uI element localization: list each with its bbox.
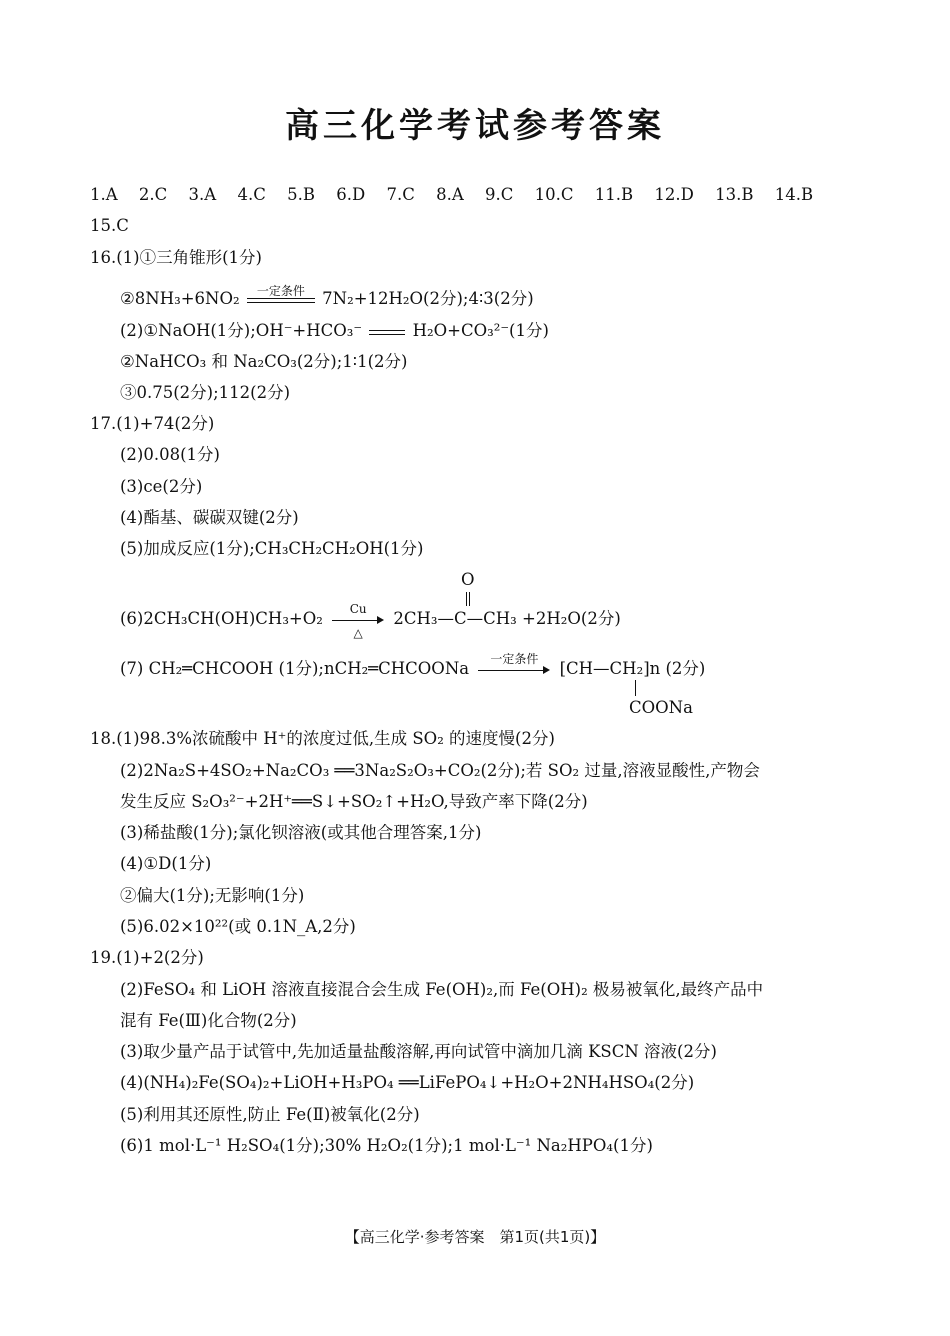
q16-line-5: ③0.75(2分);112(2分): [120, 383, 291, 402]
q16-products: 7N₂+12H₂O(2分);4∶3(2分): [322, 289, 534, 308]
mcq-answer: 9.C: [485, 185, 514, 204]
q18-line-6: ②偏大(1分);无影响(1分): [120, 886, 305, 905]
mcq-answer: 3.A: [188, 185, 217, 204]
q17-line-3: (3)ce(2分): [120, 477, 203, 496]
q18-line-7: (5)6.02×10²²(或 0.1N_A,2分): [120, 917, 356, 936]
q17-oxidation-reactants: (6)2CH₃CH(OH)CH₃+O₂: [120, 609, 323, 628]
q17-polymer-product: [CH—CH₂]n (2分): [559, 659, 706, 678]
q16-line-1: 16.(1)①三角锥形(1分): [90, 248, 262, 267]
mcq-answer: 12.D: [654, 185, 694, 204]
mcq-row-2: 15.C: [90, 216, 129, 235]
heat-label: △: [353, 625, 363, 640]
mcq-answer: 2.C: [138, 185, 168, 204]
q16-eq-right: H₂O+CO₃²⁻(1分): [412, 321, 549, 340]
q17-line-2: (2)0.08(1分): [120, 445, 220, 464]
mcq-answer: 11.B: [594, 185, 634, 204]
q16-eq-left: (2)①NaOH(1分);OH⁻+HCO₃⁻: [120, 321, 363, 340]
q19-line-4: (3)取少量产品于试管中,先加适量盐酸溶解,再向试管中滴加几滴 KSCN 溶液(2分): [120, 1042, 717, 1061]
condition-equals: [247, 283, 315, 307]
page-footer: 【高三化学·参考答案 第1页(共1页)】: [344, 1228, 606, 1246]
equals-bar: [247, 302, 315, 303]
mcq-answer: 13.B: [715, 185, 754, 204]
q17-line-1: 17.(1)+74(2分): [90, 414, 215, 433]
double-bond-line: [469, 592, 470, 606]
mcq-answer: 7.C: [386, 185, 415, 204]
mcq-answer: 5.B: [287, 185, 315, 204]
q17-line-5: (5)加成反应(1分);CH₃CH₂CH₂OH(1分): [120, 539, 424, 558]
equals-sign: [369, 329, 405, 335]
q16-line-2: [120, 283, 534, 310]
q19-line-2: (2)FeSO₄ 和 LiOH 溶液直接混合会生成 Fe(OH)₂,而 Fe(OH)₂ 极易被氧化,最终产品中: [120, 980, 764, 999]
q18-line-4: (3)稀盐酸(1分);氯化钡溶液(或其他合理答案,1分): [120, 823, 482, 842]
q16-line-3: [120, 320, 549, 342]
mcq-answer: 8.A: [436, 185, 464, 204]
mcq-answer: 4.C: [237, 185, 266, 204]
carbonyl-oxygen: O: [461, 570, 475, 589]
q19-line-5: (4)(NH₄)₂Fe(SO₄)₂+LiOH+H₃PO₄ ══LiFePO₄↓+H₂O+2NH₄HSO₄(2分): [120, 1073, 695, 1092]
q18-line-3: 发生反应 S₂O₃²⁻+2H⁺══S↓+SO₂↑+H₂O,导致产率下降(2分): [120, 792, 588, 811]
q17-line-6: [120, 601, 621, 640]
mcq-answer: 1.A: [90, 185, 118, 204]
reaction-arrow: [478, 651, 550, 677]
catalyst-label: Cu: [349, 601, 367, 616]
mcq-answer: 14.B: [774, 185, 814, 204]
branch-bond-line: [635, 680, 636, 696]
q17-polymer-reactants: (7) CH₂═CHCOOH (1分);nCH₂═CHCOONa: [120, 659, 470, 678]
q19-line-3: 混有 Fe(Ⅲ)化合物(2分): [120, 1011, 297, 1030]
reaction-arrow: [332, 601, 384, 640]
condition-label: 一定条件: [256, 283, 305, 298]
q17-line-4: (4)酯基、碳碳双键(2分): [120, 508, 299, 527]
q18-line-1: 18.(1)98.3%浓硫酸中 H⁺的浓度过低,生成 SO₂ 的速度慢(2分): [90, 729, 555, 748]
q19-line-6: (5)利用其还原性,防止 Fe(Ⅱ)被氧化(2分): [120, 1105, 420, 1124]
q16-line-4: ②NaHCO₃ 和 Na₂CO₃(2分);1∶1(2分): [120, 352, 408, 371]
double-bond-line: [466, 592, 467, 606]
q17-oxidation-products: 2CH₃—C—CH₃ +2H₂O(2分): [393, 609, 621, 628]
equals-bar: [247, 298, 315, 299]
q19-line-1: 19.(1)+2(2分): [90, 948, 204, 967]
q17-line-7: [120, 651, 706, 680]
polymer-side-group: COONa: [629, 698, 693, 717]
q18-line-5: (4)①D(1分): [120, 854, 212, 873]
mcq-answer: 10.C: [534, 185, 574, 204]
mcq-row-1: [90, 184, 813, 206]
q16-reactants: ②8NH₃+6NO₂: [120, 289, 240, 308]
page-title: 高三化学考试参考答案: [285, 106, 665, 146]
q18-line-2: (2)2Na₂S+4SO₂+Na₂CO₃ ══3Na₂S₂O₃+CO₂(2分);若 SO₂ 过量,溶液显酸性,产物会: [120, 761, 760, 780]
mcq-answer: 6.D: [336, 185, 366, 204]
condition-label: 一定条件: [490, 651, 539, 666]
q19-line-7: (6)1 mol·L⁻¹ H₂SO₄(1分);30% H₂O₂(1分);1 mol·L⁻¹ Na₂HPO₄(1分): [120, 1136, 653, 1155]
